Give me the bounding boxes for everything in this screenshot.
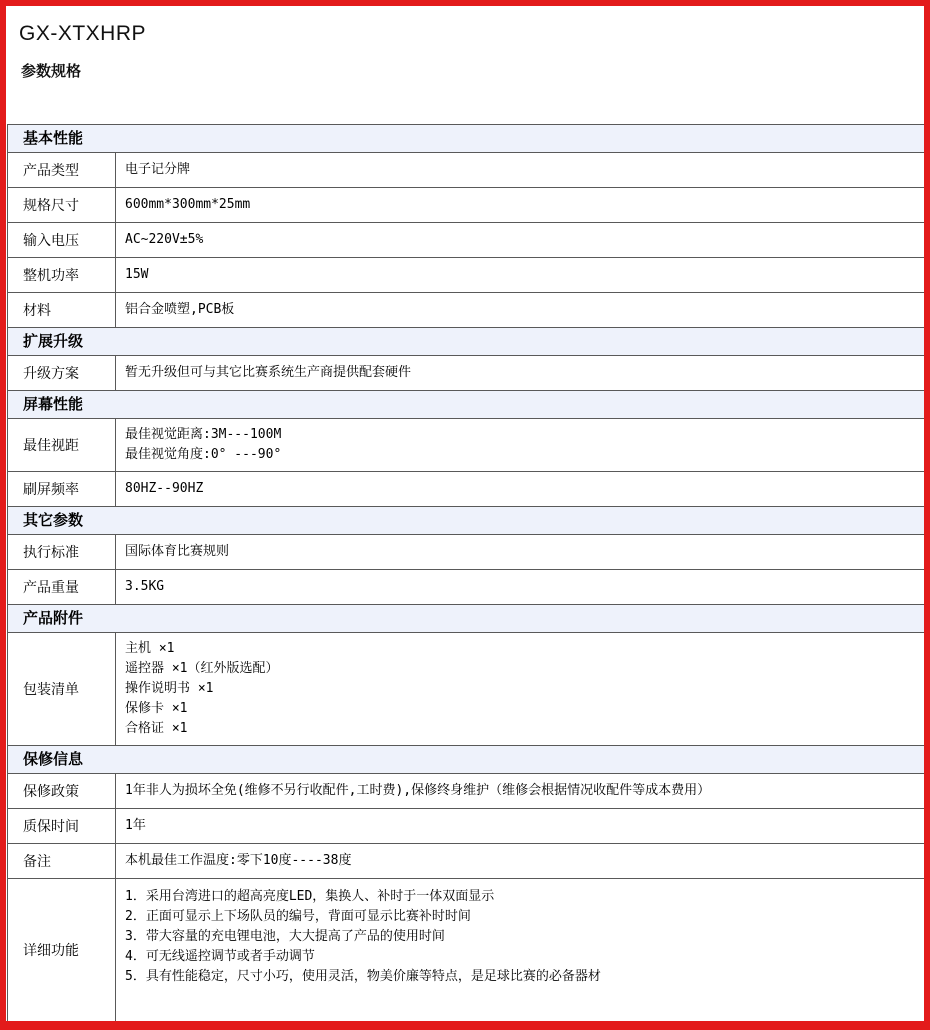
spec-label: 材料 bbox=[8, 293, 116, 327]
spec-row bbox=[8, 535, 924, 570]
spec-value-line: 最佳视觉距离:3M---100M bbox=[125, 427, 282, 442]
spec-row bbox=[8, 258, 924, 293]
spec-value-line: 600mm*300mm*25mm bbox=[125, 197, 251, 212]
section-header: 基本性能 bbox=[8, 125, 924, 153]
spec-value-line: 主机 ×1 bbox=[125, 641, 175, 656]
spec-row bbox=[8, 223, 924, 258]
section-header: 扩展升级 bbox=[8, 328, 924, 356]
spec-label: 最佳视距 bbox=[8, 419, 116, 471]
spec-value bbox=[116, 844, 924, 878]
spec-row bbox=[8, 879, 924, 1022]
spec-value bbox=[116, 633, 924, 745]
spec-value bbox=[116, 188, 924, 222]
spec-row bbox=[8, 844, 924, 879]
spec-label: 保修政策 bbox=[8, 774, 116, 808]
spec-row bbox=[8, 293, 924, 328]
section-header: 屏幕性能 bbox=[8, 391, 924, 419]
spec-value-line: 保修卡 ×1 bbox=[125, 701, 188, 716]
spec-value-line: 操作说明书 ×1 bbox=[125, 681, 214, 696]
spec-label: 执行标准 bbox=[8, 535, 116, 569]
spec-value-line: 5．具有性能稳定，尺寸小巧，使用灵活，物美价廉等特点，是足球比赛的必备器材 bbox=[125, 969, 601, 984]
spec-value-line: 1年 bbox=[125, 818, 146, 833]
spec-value-line: 本机最佳工作温度:零下10度----38度 bbox=[125, 853, 352, 868]
spec-value-line: AC~220V±5% bbox=[125, 232, 204, 247]
spec-value-line: 4．可无线遥控调节或者手动调节 bbox=[125, 949, 315, 964]
spec-value-line: 电子记分牌 bbox=[125, 162, 191, 177]
spec-row bbox=[8, 419, 924, 472]
spec-value bbox=[116, 774, 924, 808]
spec-label: 规格尺寸 bbox=[8, 188, 116, 222]
spec-value-line: 铝合金喷塑,PCB板 bbox=[125, 302, 235, 317]
spec-value-line: 最佳视觉角度:0° ---90° bbox=[125, 447, 282, 462]
spec-label: 产品类型 bbox=[8, 153, 116, 187]
spec-value-line: 3．带大容量的充电锂电池，大大提高了产品的使用时间 bbox=[125, 929, 445, 944]
header-area bbox=[6, 6, 924, 81]
section-header: 其它参数 bbox=[8, 507, 924, 535]
spec-value-line: 国际体育比赛规则 bbox=[125, 544, 230, 559]
spec-value-line: 15W bbox=[125, 267, 149, 282]
spec-value-line: 合格证 ×1 bbox=[125, 721, 188, 736]
spec-value bbox=[116, 879, 924, 1021]
spec-value bbox=[116, 258, 924, 292]
spec-label: 质保时间 bbox=[8, 809, 116, 843]
spec-value bbox=[116, 293, 924, 327]
spec-value-line: 1．采用台湾进口的超高亮度LED，集换人、补时于一体双面显示 bbox=[125, 889, 495, 904]
spec-value bbox=[116, 570, 924, 604]
spec-row bbox=[8, 153, 924, 188]
spec-value bbox=[116, 153, 924, 187]
spec-row bbox=[8, 570, 924, 605]
spec-value-line: 2．正面可显示上下场队员的编号，背面可显示比赛补时时间 bbox=[125, 909, 471, 924]
spec-label: 产品重量 bbox=[8, 570, 116, 604]
spec-value bbox=[116, 535, 924, 569]
spec-row bbox=[8, 356, 924, 391]
spec-row bbox=[8, 188, 924, 223]
spec-value bbox=[116, 809, 924, 843]
spec-row bbox=[8, 633, 924, 746]
spec-row bbox=[8, 472, 924, 507]
spec-table bbox=[7, 124, 924, 1022]
spec-value-line: 遥控器 ×1（红外版选配） bbox=[125, 661, 279, 676]
spec-value bbox=[116, 419, 924, 471]
spec-label: 输入电压 bbox=[8, 223, 116, 257]
spec-value-line: 暂无升级但可与其它比赛系统生产商提供配套硬件 bbox=[125, 365, 412, 380]
spec-value-line: 80HZ--90HZ bbox=[125, 481, 204, 496]
spec-label: 整机功率 bbox=[8, 258, 116, 292]
spec-label: 包装清单 bbox=[8, 633, 116, 745]
spec-label: 备注 bbox=[8, 844, 116, 878]
spec-value bbox=[116, 356, 924, 390]
spec-label: 详细功能 bbox=[8, 879, 116, 1021]
spec-row bbox=[8, 809, 924, 844]
spec-value-line: 3.5KG bbox=[125, 579, 165, 594]
spec-value bbox=[116, 472, 924, 506]
spec-subtitle: 参数规格 bbox=[21, 63, 82, 80]
section-header: 保修信息 bbox=[8, 746, 924, 774]
spec-label: 刷屏频率 bbox=[8, 472, 116, 506]
product-title: GX-XTXHRP bbox=[19, 22, 147, 45]
spec-value bbox=[116, 223, 924, 257]
spec-row bbox=[8, 774, 924, 809]
spec-label: 升级方案 bbox=[8, 356, 116, 390]
spec-value-line: 1年非人为损坏全免(维修不另行收配件,工时费),保修终身维护（维修会根据情况收配件等成本费用） bbox=[125, 783, 711, 798]
section-header: 产品附件 bbox=[8, 605, 924, 633]
